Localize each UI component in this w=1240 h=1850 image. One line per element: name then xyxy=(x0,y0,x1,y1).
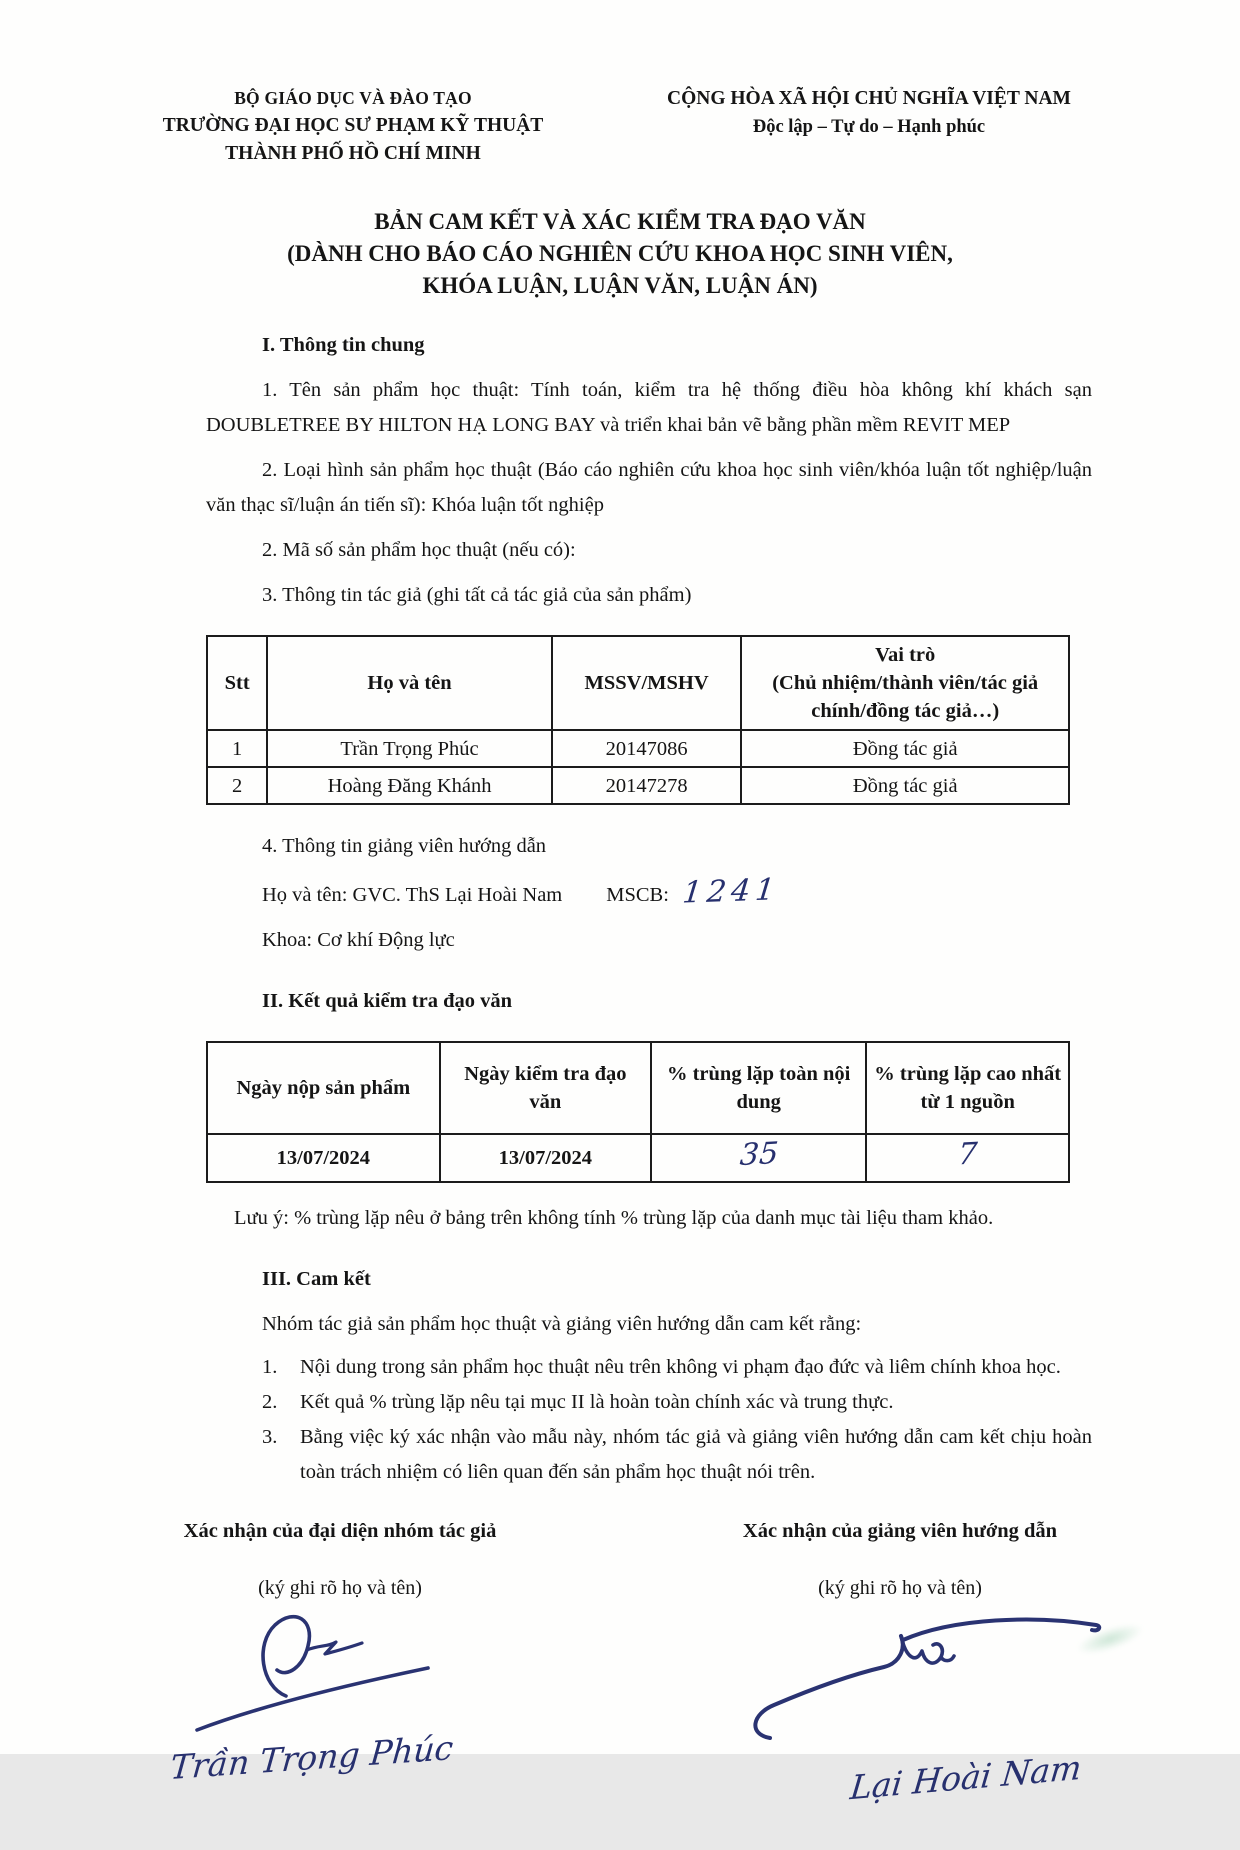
result-total-pct-cell xyxy=(651,1134,867,1182)
product-type-paragraph: 2. Loại hình sản phẩm học thuật (Báo cáo nghiên cứu khoa học sinh viên/khóa luận tốt nghiệp/luận văn thạc sĩ/luận án tiến sĩ): Khóa luận tốt nghiệp xyxy=(206,459,1092,516)
authors-col-name: Họ và tên xyxy=(267,636,551,730)
product-name-paragraph: 1. Tên sản phẩm học thuật: Tính toán, kiểm tra hệ thống điều hòa không khí khách sạn DOUBLETREE BY HILTON HẠ LONG BAY và triển khai bản vẽ bằng phần mềm REVIT MEP xyxy=(206,379,1092,436)
author-info-line: 3. Thông tin tác giả (ghi tất cả tác giả của sản phẩm) xyxy=(262,584,692,606)
advisor-signature-title: Xác nhận của giảng viên hướng dẫn xyxy=(742,1520,1058,1542)
advisor-heading: 4. Thông tin giảng viên hướng dẫn xyxy=(262,835,547,857)
authors-table xyxy=(206,635,1070,805)
list-item xyxy=(262,1420,1092,1490)
university-name-line1: TRƯỜNG ĐẠI HỌC SƯ PHẠM KỸ THUẬT xyxy=(162,115,544,136)
commitment-item-2-text: Kết quả % trùng lặp nêu tại mục II là hoàn toàn chính xác và trung thực. xyxy=(300,1391,894,1413)
national-motto-line2: Độc lập – Tự do – Hạnh phúc xyxy=(752,117,986,137)
plagiarism-result-table xyxy=(206,1041,1070,1183)
commitment-item-3-number: 3. xyxy=(262,1426,278,1448)
product-code-line: 2. Mã số sản phẩm học thuật (nếu có): xyxy=(262,539,576,561)
university-name-line2: THÀNH PHỐ HỒ CHÍ MINH xyxy=(225,143,481,164)
advisor-signature-block xyxy=(620,1520,1180,1850)
result-col-check-date: Ngày kiểm tra đạo văn xyxy=(440,1042,651,1134)
author-1-name: Trần Trọng Phúc xyxy=(267,730,551,767)
result-note: Lưu ý: % trùng lặp nêu ở bảng trên không tính % trùng lặp của danh mục tài liệu tham khảo. xyxy=(234,1207,994,1229)
document-header xyxy=(0,0,1240,168)
mscb-label: MSCB: xyxy=(606,884,669,906)
ministry-name: BỘ GIÁO DỤC VÀ ĐÀO TẠO xyxy=(234,88,472,108)
advisor-signed-name-handwritten: Lại Hoài Nam xyxy=(848,1747,1084,1808)
issuing-institution-block xyxy=(148,84,558,168)
result-check-date: 13/07/2024 xyxy=(440,1134,651,1182)
result-col-max-source-pct: % trùng lặp cao nhất từ 1 nguồn xyxy=(866,1042,1069,1134)
author-signature-subtitle: (ký ghi rõ họ và tên) xyxy=(258,1577,422,1599)
section-general-heading: I. Thông tin chung xyxy=(262,334,425,356)
result-col-submit-date: Ngày nộp sản phẩm xyxy=(207,1042,440,1134)
list-item xyxy=(262,1350,1092,1385)
table-row xyxy=(207,730,1069,767)
authors-col-id: MSSV/MSHV xyxy=(552,636,742,730)
list-item xyxy=(262,1385,1092,1420)
table-row xyxy=(207,1134,1069,1182)
author-signed-name-handwritten: Trần Trọng Phúc xyxy=(168,1727,455,1788)
advisor-faculty-line: Khoa: Cơ khí Động lực xyxy=(262,929,455,951)
advisor-name-text: Họ và tên: GVC. ThS Lại Hoài Nam xyxy=(262,884,563,906)
max-source-pct-handwritten: 7 xyxy=(956,1136,979,1173)
result-table-header-row xyxy=(207,1042,1069,1134)
author-signature-ink xyxy=(165,1598,465,1748)
mscb-handwritten-value: 1241 xyxy=(680,872,782,911)
authors-table-header-row xyxy=(207,636,1069,730)
commitment-intro: Nhóm tác giả sản phẩm học thuật và giảng viên hướng dẫn cam kết rằng: xyxy=(262,1313,862,1335)
signature-section xyxy=(60,1520,1180,1850)
document-title xyxy=(0,206,1240,302)
author-1-stt: 1 xyxy=(207,730,267,767)
advisor-signature-subtitle: (ký ghi rõ họ và tên) xyxy=(818,1577,982,1599)
author-2-stt: 2 xyxy=(207,767,267,804)
commitment-item-1-number: 1. xyxy=(262,1356,278,1378)
title-line2: (DÀNH CHO BÁO CÁO NGHIÊN CỨU KHOA HỌC SINH VIÊN, xyxy=(287,241,953,266)
author-signature-block xyxy=(60,1520,620,1850)
author-2-role: Đồng tác giả xyxy=(741,767,1069,804)
result-col-total-pct: % trùng lặp toàn nội dung xyxy=(651,1042,867,1134)
result-max-source-pct-cell xyxy=(866,1134,1069,1182)
national-motto-line1: CỘNG HÒA XÃ HỘI CHỦ NGHĨA VIỆT NAM xyxy=(667,88,1071,109)
author-signature-title: Xác nhận của đại diện nhóm tác giả xyxy=(183,1520,497,1542)
title-line3: KHÓA LUẬN, LUẬN VĂN, LUẬN ÁN) xyxy=(422,273,818,298)
national-motto-block xyxy=(558,84,1180,168)
table-row xyxy=(207,767,1069,804)
author-1-id: 20147086 xyxy=(552,730,742,767)
commitment-item-1-text: Nội dung trong sản phẩm học thuật nêu trên không vi phạm đạo đức và liêm chính khoa học. xyxy=(300,1356,1061,1378)
section-commitment-heading: III. Cam kết xyxy=(262,1268,371,1290)
total-pct-handwritten: 35 xyxy=(738,1136,780,1173)
commitment-item-2-number: 2. xyxy=(262,1391,278,1413)
title-line1: BẢN CAM KẾT VÀ XÁC KIỂM TRA ĐẠO VĂN xyxy=(374,209,866,234)
author-1-role: Đồng tác giả xyxy=(741,730,1069,767)
authors-col-role-sub: (Chủ nhiệm/thành viên/tác giả chính/đồng tác giả…) xyxy=(772,672,1039,722)
commitment-item-3-text: Bằng việc ký xác nhận vào mẫu này, nhóm tác giả và giảng viên hướng dẫn cam kết chịu hoàn toàn trách nhiệm có liên quan đến sản phẩm học thuật nói trên. xyxy=(300,1426,1092,1483)
result-submit-date: 13/07/2024 xyxy=(207,1134,440,1182)
section-results-heading: II. Kết quả kiểm tra đạo văn xyxy=(262,990,513,1012)
author-2-id: 20147278 xyxy=(552,767,742,804)
authors-col-stt: Stt xyxy=(207,636,267,730)
author-2-name: Hoàng Đăng Khánh xyxy=(267,767,551,804)
authors-col-role-title: Vai trò xyxy=(875,644,936,666)
authors-col-role xyxy=(741,636,1069,730)
advisor-name-line xyxy=(206,874,1092,913)
